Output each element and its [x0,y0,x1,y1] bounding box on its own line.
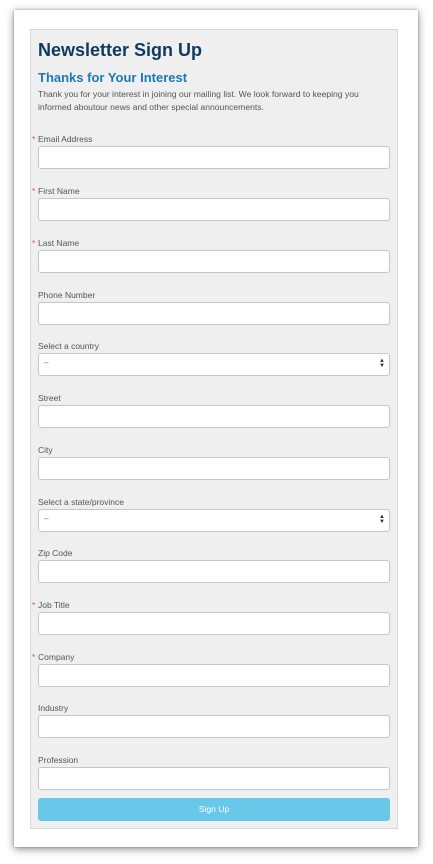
zip-label: Zip Code [38,548,73,558]
email-input[interactable] [38,146,390,169]
profession-input[interactable] [38,767,390,790]
last-name-label: Last Name [38,238,80,248]
select-arrows-icon: ▲ ▼ [379,358,385,369]
sign-up-button[interactable]: Sign Up [38,798,390,821]
phone-input[interactable] [38,302,390,325]
required-marker: * [32,186,36,196]
state-select[interactable] [38,509,390,532]
form-subtitle: Thanks for Your Interest [38,70,188,85]
job-title-input[interactable] [38,612,390,635]
page-card [14,10,418,847]
state-label: Select a state/province [38,497,124,507]
country-selected-value: -- [44,360,49,367]
industry-label: Industry [38,703,69,713]
phone-label: Phone Number [38,290,96,300]
required-marker: * [32,600,36,610]
city-label: City [38,445,53,455]
email-label: Email Address [38,134,93,144]
city-input[interactable] [38,457,390,480]
last-name-input[interactable] [38,250,390,273]
street-label: Street [38,393,61,403]
industry-input[interactable] [38,715,390,738]
required-marker: * [32,652,36,662]
select-arrows-icon: ▲ ▼ [379,514,385,525]
zip-input[interactable] [38,560,390,583]
company-label: Company [38,652,75,662]
required-marker: * [32,134,36,144]
country-label: Select a country [38,341,99,351]
first-name-label: First Name [38,186,80,196]
intro-text: Thank you for your interest in joining our mailing list. We look forward to keeping you informed aboutour news and other special announcements. [38,89,359,112]
country-select[interactable] [38,353,390,376]
form-title: Newsletter Sign Up [38,40,203,60]
street-input[interactable] [38,405,390,428]
signup-form [30,29,398,829]
first-name-input[interactable] [38,198,390,221]
company-input[interactable] [38,664,390,687]
profession-label: Profession [38,755,79,765]
job-title-label: Job Title [38,600,70,610]
required-marker: * [32,238,36,248]
state-selected-value: -- [44,516,49,523]
